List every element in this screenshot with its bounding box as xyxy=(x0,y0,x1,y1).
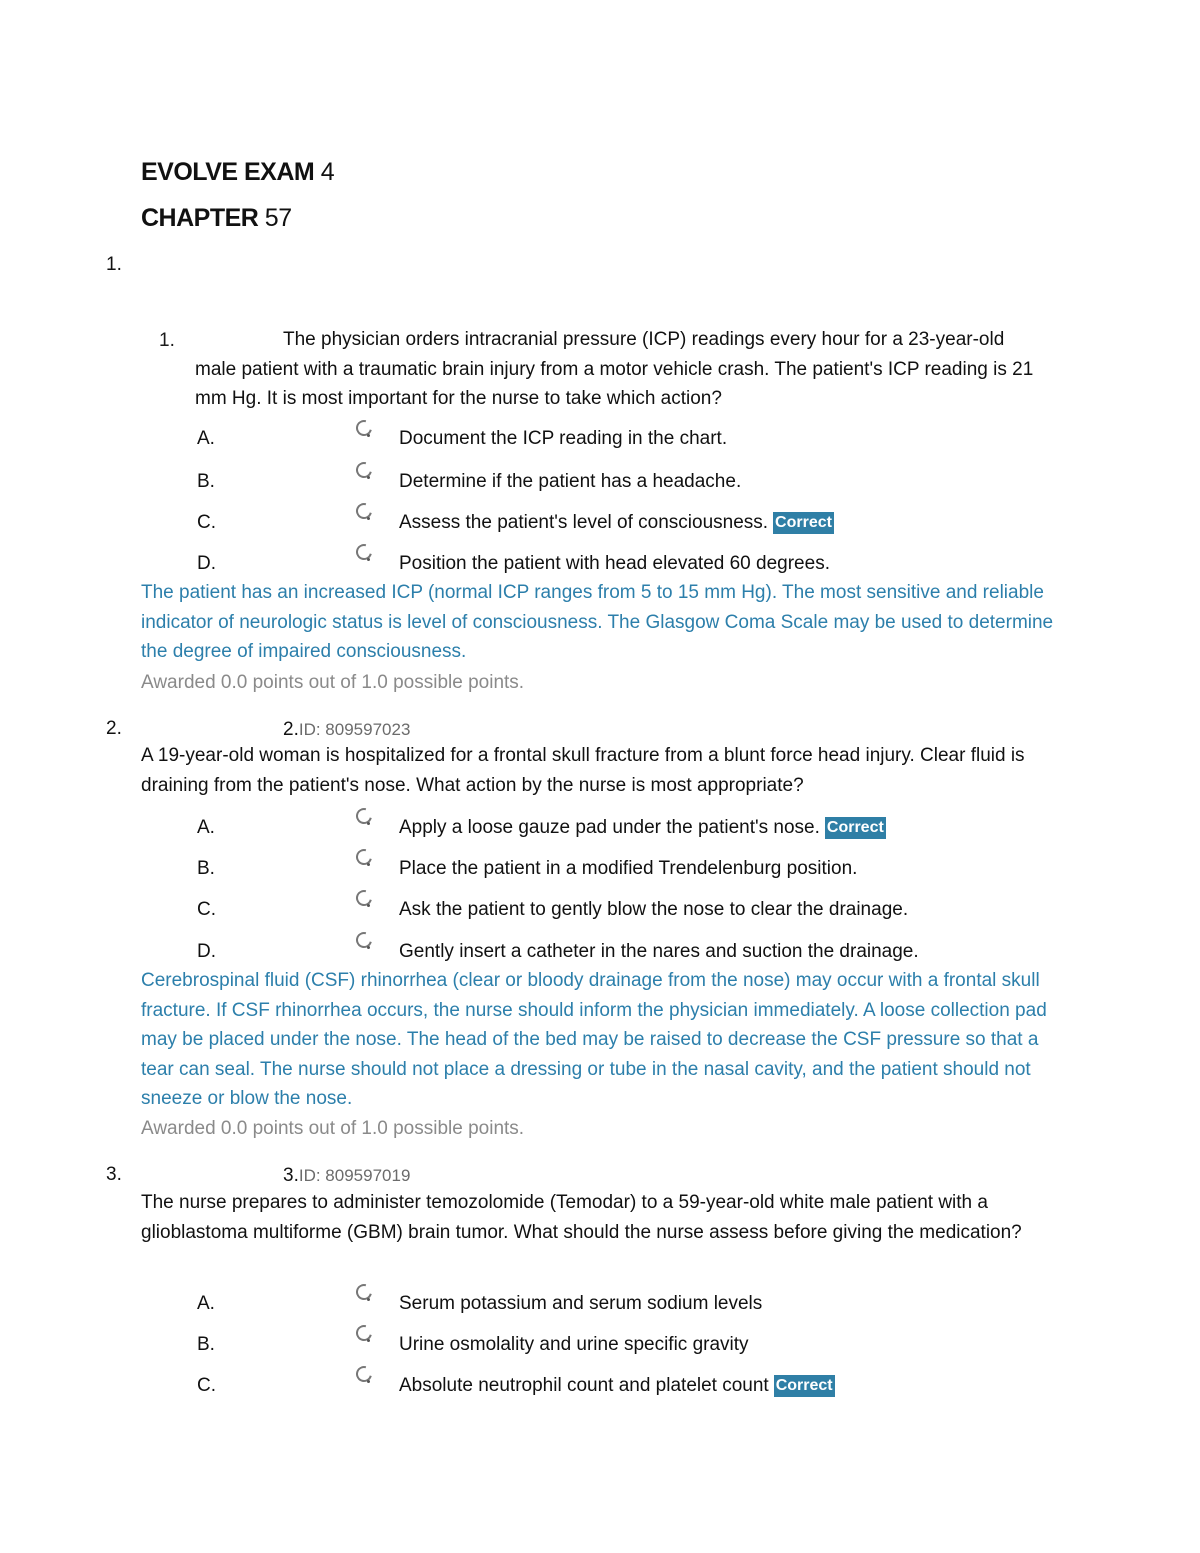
radio-dot-icon xyxy=(367,946,370,949)
q1-option-a-letter: A. xyxy=(197,428,215,449)
q2-option-a-text xyxy=(399,817,886,839)
q2-stem: A 19-year-old woman is hospitalized for a frontal skull fracture from a blunt force head injury. Clear fluid is draining from the patient's nose. What action by the nurse is most appropriate? xyxy=(141,745,1025,796)
q3-id-prefix: 3. xyxy=(283,1165,299,1186)
q1-rationale: The patient has an increased ICP (normal ICP ranges from 5 to 15 mm Hg). The most sensitive and reliable indicator of neurologic status is level of consciousness. The Glasgow Coma Scale may be used to determine the degree of impaired consciousness. xyxy=(141,582,1054,662)
q2-option-d-label: Gently insert a catheter in the nares and suction the drainage. xyxy=(399,941,919,962)
chapter-heading-text: CHAPTER xyxy=(141,204,259,232)
q1-option-b-label: Determine if the patient has a headache. xyxy=(399,471,742,492)
q2-option-d-text xyxy=(399,941,919,963)
q1-option-d-letter: D. xyxy=(197,553,216,574)
q1-option-d-label: Position the patient with head elevated 60 degrees. xyxy=(399,553,830,574)
q3-option-c-text xyxy=(399,1375,835,1397)
q1-option-c-text xyxy=(399,512,834,534)
q1-number: 1. xyxy=(159,330,175,351)
radio-dot-icon xyxy=(367,1298,370,1301)
radio-dot-icon xyxy=(367,434,370,437)
q2-option-a-letter: A. xyxy=(197,817,215,838)
q2-option-d-radio-icon[interactable] xyxy=(353,929,375,951)
q1-option-c-radio-icon[interactable] xyxy=(353,500,375,522)
q3-option-b-label: Urine osmolality and urine specific gravity xyxy=(399,1334,749,1355)
exam-title-text: EVOLVE EXAM xyxy=(141,158,315,186)
q2-option-a-radio-icon[interactable] xyxy=(353,805,375,827)
radio-dot-icon xyxy=(367,822,370,825)
q2-rationale: Cerebrospinal fluid (CSF) rhinorrhea (clear or bloody drainage from the nose) may occur with a frontal skull fracture. If CSF rhinorrhea occurs, the nurse should inform the physician immediately. A loose collection pad may be placed under the nose. The head of the bed may be raised to decrease the CSF pressure so that a tear can seal. The nurse should not place a dressing or tube in the nasal cavity, and the patient should not sneeze or blow the nose. xyxy=(141,970,1047,1109)
q3-option-c-label: Absolute neutrophil count and platelet count xyxy=(399,1375,769,1396)
chapter-heading xyxy=(141,204,292,233)
radio-dot-icon xyxy=(367,517,370,520)
q1-option-b-text xyxy=(399,471,741,493)
q3-option-a-radio-icon[interactable] xyxy=(353,1281,375,1303)
exam-title xyxy=(141,158,334,187)
q1-option-b-letter: B. xyxy=(197,471,215,492)
q3-option-c-letter: C. xyxy=(197,1375,216,1396)
q2-option-a-label: Apply a loose gauze pad under the patient's nose. xyxy=(399,817,820,838)
q2-option-c-text xyxy=(399,899,908,921)
q2-option-b-radio-icon[interactable] xyxy=(353,846,375,868)
exam-title-number: 4 xyxy=(320,158,335,186)
q2-option-b-label: Place the patient in a modified Trendelenburg position. xyxy=(399,858,858,879)
q3-option-a-label: Serum potassium and serum sodium levels xyxy=(399,1293,763,1314)
q3-id xyxy=(283,1165,410,1187)
correct-badge: Correct xyxy=(773,512,834,534)
q3-option-b-text xyxy=(399,1334,749,1356)
radio-dot-icon xyxy=(367,558,370,561)
radio-dot-icon xyxy=(367,1380,370,1383)
q2-option-c-letter: C. xyxy=(197,899,216,920)
radio-dot-icon xyxy=(367,904,370,907)
q1-stem: The physician orders intracranial pressure (ICP) readings every hour for a 23-year-old male patient with a traumatic brain injury from a motor vehicle crash. The patient's ICP reading is 21 mm Hg. It is most important for the nurse to take which action? xyxy=(195,329,1034,409)
q2-option-c-radio-icon[interactable] xyxy=(353,887,375,909)
q3-number: 3. xyxy=(106,1164,122,1185)
q3-id-value: ID: 809597019 xyxy=(298,1166,411,1185)
q2-id-prefix: 2. xyxy=(283,719,299,740)
q2-id-value: ID: 809597023 xyxy=(298,720,411,739)
q1-option-c-label: Assess the patient's level of consciousness. xyxy=(399,512,769,533)
q1-option-c-letter: C. xyxy=(197,512,216,533)
radio-dot-icon xyxy=(367,863,370,866)
q3-option-a-letter: A. xyxy=(197,1293,215,1314)
q1-option-d-radio-icon[interactable] xyxy=(353,541,375,563)
radio-dot-icon xyxy=(367,476,370,479)
q1-option-a-radio-icon[interactable] xyxy=(353,417,375,439)
chapter-heading-number: 57 xyxy=(264,204,292,232)
q2-option-d-letter: D. xyxy=(197,941,216,962)
q3-option-b-letter: B. xyxy=(197,1334,215,1355)
q2-option-c-label: Ask the patient to gently blow the nose to clear the drainage. xyxy=(399,899,909,920)
q3-option-b-radio-icon[interactable] xyxy=(353,1322,375,1344)
radio-dot-icon xyxy=(367,1339,370,1342)
q3-stem: The nurse prepares to administer temozolomide (Temodar) to a 59-year-old white male patient with a glioblastoma multiforme (GBM) brain tumor. What should the nurse assess before giving the medication? xyxy=(141,1192,1022,1243)
correct-badge: Correct xyxy=(774,1375,835,1397)
correct-badge: Correct xyxy=(825,817,886,839)
q2-awarded: Awarded 0.0 points out of 1.0 possible points. xyxy=(141,1118,525,1139)
q2-option-b-text xyxy=(399,858,857,880)
q3-option-c-radio-icon[interactable] xyxy=(353,1363,375,1385)
q1-option-a-label: Document the ICP reading in the chart. xyxy=(399,428,728,449)
q1-option-a-text xyxy=(399,428,727,450)
q3-option-a-text xyxy=(399,1293,762,1315)
q2-option-b-letter: B. xyxy=(197,858,215,879)
q1-option-b-radio-icon[interactable] xyxy=(353,459,375,481)
q2-number: 2. xyxy=(106,718,122,739)
q2-id xyxy=(283,719,410,741)
q1-option-d-text xyxy=(399,553,830,575)
outer-list-number: 1. xyxy=(106,254,122,275)
q1-awarded: Awarded 0.0 points out of 1.0 possible points. xyxy=(141,672,525,693)
